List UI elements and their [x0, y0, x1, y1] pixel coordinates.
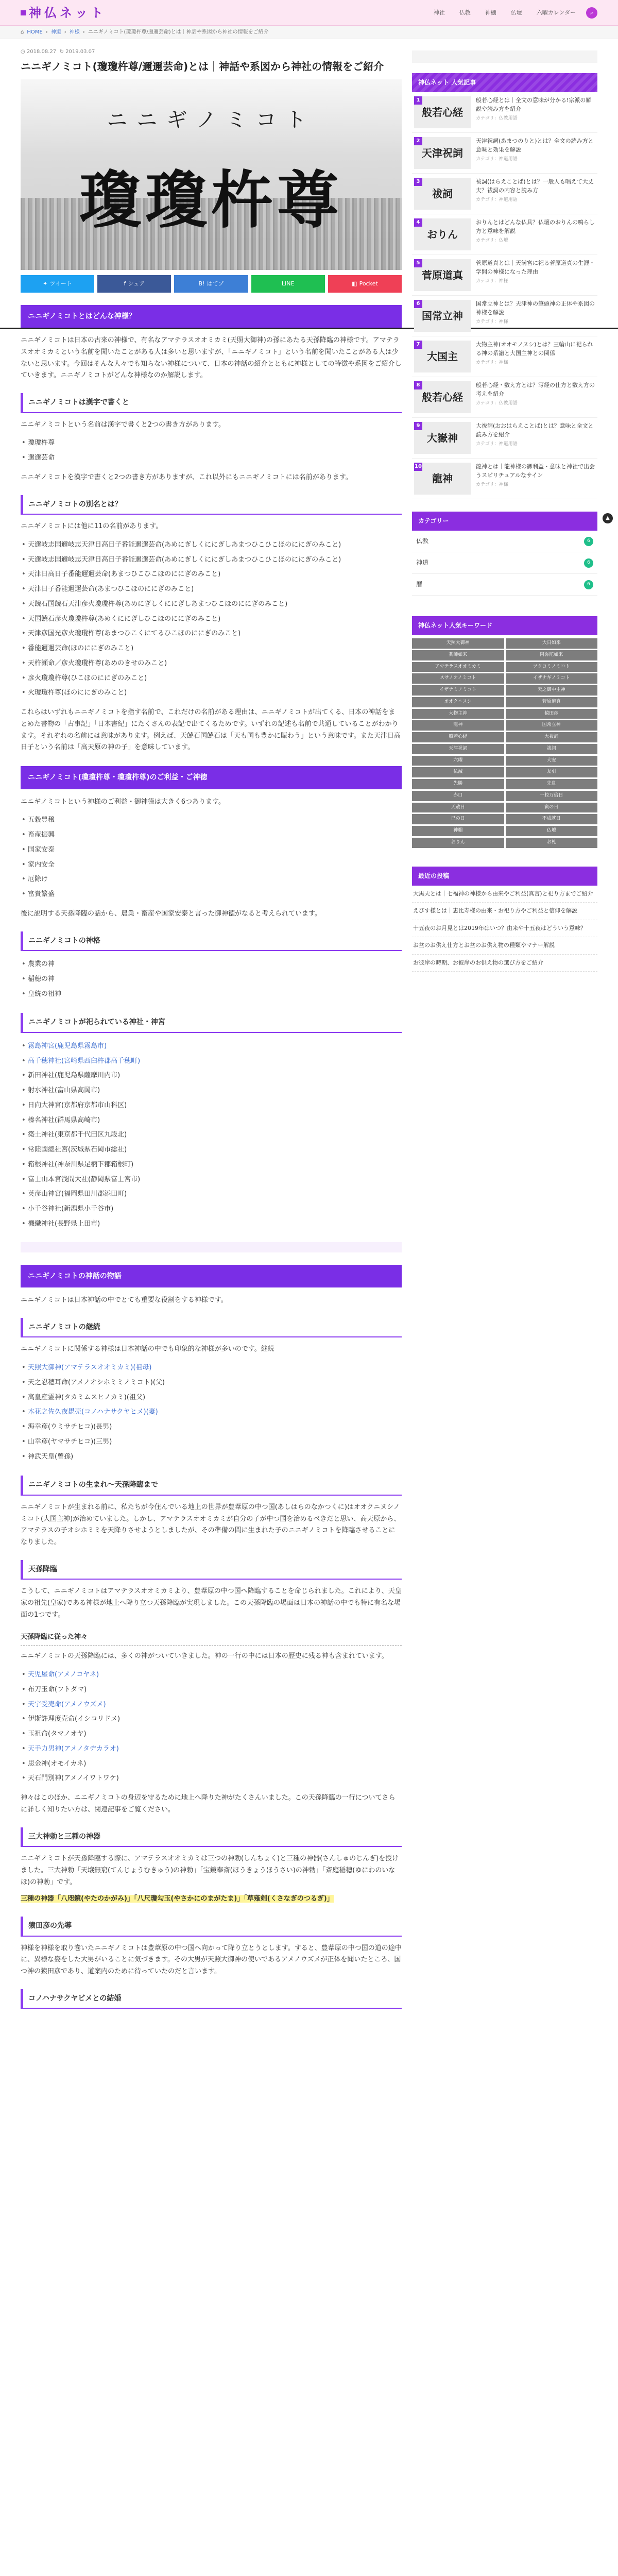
keyword-tag[interactable]: 天之御中主神: [506, 685, 598, 696]
keyword-tag[interactable]: 龍神: [412, 720, 504, 731]
keyword-tag[interactable]: 天赦日: [412, 803, 504, 813]
article-meta: [21, 47, 402, 57]
keyword-tag[interactable]: 寅の日: [506, 803, 598, 813]
nav-item[interactable]: 六曜カレンダー: [536, 9, 576, 16]
god-list: [21, 957, 402, 1002]
thumb-label: 祓詞: [432, 187, 453, 200]
keyword-tag[interactable]: 菅原道真: [506, 697, 598, 707]
rank-badge: 10: [414, 463, 422, 471]
keyword-tag[interactable]: 友引: [506, 767, 598, 777]
section-subheading: ニニギノミコトの別名とは？: [21, 495, 402, 515]
list-item: • 築土神社(東京都千代田区九段北): [21, 1128, 402, 1143]
list-item: • 家内安全: [21, 858, 402, 873]
list-item: • 天之忍穂耳命(アメノオシホミミノミコト)(父): [21, 1376, 402, 1391]
popular-thumbnail: [414, 178, 471, 210]
keyword-tag[interactable]: お札: [506, 838, 598, 848]
popular-category: カテゴリ：仏壇: [476, 238, 508, 243]
thumb-label: 般若心経: [422, 391, 463, 403]
paragraph: 神様を神様を取り巻いたニニギノミコトは豊葦原の中つ国へ向かって降り立とうとします。すると、豊葦原の中つ国の道の途中に、異様な姿をした大男がいることに気づきます。その大男が天照大御神の使いであるアメノウズメが正体を聞いたところ、国つ神の猿田彦であり、道案内のために待っていたのだと言います。: [21, 1944, 402, 1975]
rank-badge: 1: [414, 96, 422, 105]
keyword-tag[interactable]: イザナミノミコト: [412, 685, 504, 696]
rank-badge: 8: [414, 381, 422, 389]
keyword-tag[interactable]: 薬師如来: [412, 650, 504, 660]
popular-item[interactable]: [412, 92, 597, 133]
logo-text: 神仏ネット: [29, 5, 106, 20]
list-item: • 天石門別神(アメノイワトワケ): [21, 1771, 402, 1786]
list-item: • 箱根神社(神奈川県足柄下郡箱根町): [21, 1158, 402, 1173]
twitter-icon: ✦: [43, 280, 48, 287]
popular-category: カテゴリ：神様: [476, 319, 508, 325]
names-list: [21, 538, 402, 701]
list-item: • 畜産振興: [21, 828, 402, 843]
top-nav: [426, 7, 597, 19]
popular-thumbnail: [414, 259, 471, 291]
site-header: [0, 0, 618, 26]
popular-title: 国常立神とは？天津神の筆頭神の正体や系図の神様を解説: [476, 300, 595, 316]
category-item[interactable]: [412, 552, 597, 574]
clock-icon: ◷: [21, 49, 25, 55]
list-item: • 農業の神: [21, 957, 402, 972]
pocket-icon: ◧: [352, 280, 357, 287]
share-label: シェア: [128, 280, 145, 287]
keyword-tag[interactable]: アマテラスオオミカミ: [412, 662, 504, 672]
keyword-tag[interactable]: イザナギノミコト: [506, 673, 598, 684]
highlight-text: 三種の神器「八咫鏡(やたのかがみ)」「八尺瓊勾玉(やさかにのまがたま)」「草薙剣(くさなぎのつるぎ)」: [21, 1895, 334, 1903]
keyword-tag[interactable]: 大物主神: [412, 709, 504, 719]
section-subheading: 三大神勅と三種の神器: [21, 1827, 402, 1848]
share-label: Pocket: [359, 280, 378, 287]
search-icon[interactable]: ⌕: [586, 7, 597, 19]
paragraph: ニニギノミコトが天孫降臨する際に、アマテラスオオミカミは三つの神勅(しんちょく)と三種の神器(さんしゅのじんぎ)を授けました。三大神勅「天壌無窮(てんじょうむきゅう)の神勅」「宝鏡奉斎(ほうきょうほうさい)の神勅」「斎庭稲穂(ゆにわのいなほ)の神勅」です。: [21, 1855, 399, 1886]
category-count: 6: [584, 558, 593, 568]
news-heading: 最近の投稿: [412, 867, 597, 886]
category-name: 神道: [416, 559, 429, 566]
list-item: • 布刀玉命(フトダマ): [21, 1683, 402, 1698]
list-item: • 小千谷神社(新潟県小千谷市): [21, 1202, 402, 1217]
news-item[interactable]: えびす様とは｜恵比寿様の由来・お祀り方やご利益と信仰を解説: [412, 903, 597, 920]
list-item: • 天饒石国饒石天津彦火瓊瓊杵尊(あめにぎしくににぎしあまつひこほのににぎのみこと): [21, 597, 402, 612]
shrine-link[interactable]: 霧島神宮(鹿児島県霧島市): [28, 1042, 107, 1050]
category-name: 暦: [416, 581, 423, 588]
list-item: • 彦火瓊瓊杵尊(ひこほのににぎのみこと): [21, 671, 402, 686]
paragraph: ニニギノミコトという神様のご利益・御神徳は大きく6つあります。: [21, 798, 225, 806]
keyword-tag[interactable]: 大祓詞: [506, 732, 598, 742]
list-item: • 機織神社(長野県上田市): [21, 1217, 402, 1232]
rank-badge: 5: [414, 259, 422, 267]
list-item: • 番能邇邇芸命(ほのににぎのみこと): [21, 641, 402, 656]
share-label: はてブ: [207, 280, 224, 287]
breadcrumb-kami[interactable]: 神様: [69, 29, 80, 35]
section-subheading: ニニギノミコトの継続: [21, 1318, 402, 1338]
popular-category: カテゴリ：神様: [476, 360, 508, 365]
list-item: • 新田神社(鹿児島県薩摩川内市): [21, 1069, 402, 1083]
thumb-label: おりん: [427, 228, 458, 241]
popular-thumbnail: [414, 381, 471, 413]
keyword-tag[interactable]: 六曜: [412, 756, 504, 766]
popular-item[interactable]: [412, 255, 597, 296]
share-line-button[interactable]: [251, 275, 325, 293]
black-divider: [0, 328, 618, 329]
keyword-heading: 神仏ネット人気キーワード: [412, 616, 597, 635]
keyword-tag[interactable]: 先勝: [412, 779, 504, 789]
thumb-label: 大国主: [427, 350, 458, 363]
popular-category: カテゴリ：神道用語: [476, 157, 518, 162]
list-item: • 榛名神社(群馬県高崎市): [21, 1113, 402, 1128]
section-subheading: 猿田彦の先導: [21, 1917, 402, 1937]
list-item: [21, 1668, 402, 1683]
section-subheading: ニニギノミコトの生まれ〜天孫降臨まで: [21, 1476, 402, 1496]
list-item: [21, 1742, 402, 1757]
list-item: • 天津日高日子番能邇邇芸命(あまつひこひこほのににぎのみこと): [21, 567, 402, 582]
rank-badge: 9: [414, 422, 422, 430]
list-item: [21, 1361, 402, 1376]
keyword-tag[interactable]: おりん: [412, 838, 504, 848]
breadcrumb-shinto[interactable]: 神道: [50, 29, 61, 35]
popular-item[interactable]: [412, 336, 597, 377]
hero-image: [21, 79, 402, 270]
keyword-tag[interactable]: 天津祝詞: [412, 744, 504, 754]
paragraph: こうして、ニニギノミコトはアマテラスオオミカミより、豊葦原の中つ国へ降臨することを命じられました。これにより、天皇家の祖先(皇家)である神様が地上へ降り立つ天孫降臨が実現しました。この天孫降臨の場面は日本の神話の中でも特に有名な場面の1つです。: [21, 1587, 402, 1619]
category-count: 6: [584, 537, 593, 546]
thumb-label: 菅原道真: [422, 268, 463, 281]
keyword-tag[interactable]: 猿田彦: [506, 709, 598, 719]
list-item: • 英彦山神宮(福岡県田川郡添田町): [21, 1187, 402, 1202]
keyword-grid: [412, 635, 597, 851]
keyword-tag[interactable]: 国常立神: [506, 720, 598, 731]
sidebar: [412, 47, 597, 2015]
list-item: • 常陸國總社宮(茨城県石岡市総社): [21, 1143, 402, 1158]
section-subheading: 天孫降臨: [21, 1560, 402, 1580]
lineage-list: [21, 1361, 402, 1464]
paragraph: ニニギノミコトは日本神話の中でとても重要な役割をする神様です。: [21, 1296, 228, 1304]
keyword-tag[interactable]: 巳の日: [412, 814, 504, 824]
minor-heading: 天孫降臨に従った神々: [21, 1630, 402, 1646]
thumb-label: 天津祝詞: [422, 146, 463, 159]
worship-list: [21, 1039, 402, 1232]
keyword-tag[interactable]: オオクニヌシ: [412, 697, 504, 707]
keyword-tag[interactable]: 仏壇: [506, 826, 598, 836]
list-item: [21, 1405, 402, 1420]
popular-category: カテゴリ：神道用語: [476, 442, 518, 447]
share-label: ツイート: [49, 280, 72, 287]
list-item: [21, 1039, 402, 1054]
popular-title: 菅原道真とは｜天満宮に祀る菅原道真の生涯・学問の神様になった理由: [476, 260, 595, 275]
popular-title: 般若心経とは｜全文の意味が分かる!宗派の解説や読み方を紹介: [476, 97, 592, 112]
ad-space: [21, 1242, 402, 1252]
list-item: • 稲穂の神: [21, 972, 402, 987]
section-subheading: ニニギノミコトは漢字で書くと: [21, 393, 402, 413]
list-item: • 山幸彦(ヤマサチヒコ)(三男): [21, 1435, 402, 1450]
category-heading: カテゴリー: [412, 512, 597, 531]
rank-badge: 2: [414, 137, 422, 145]
list-item: • 五穀豊穣: [21, 813, 402, 828]
popular-thumbnail: [414, 218, 471, 250]
section-heading: ニニギノミコト(瓊瓊杵尊・瓊瓊杵尊)のご利益・ご神徳: [21, 766, 402, 789]
popular-title: 般若心経・数え方とは？写経の仕方と数え方の考えを紹介: [476, 382, 595, 397]
popular-item[interactable]: [412, 214, 597, 255]
deity-link[interactable]: 天宇受売命(アメノウズメ): [28, 1700, 106, 1708]
list-item: • 天邇岐志国邇岐志天津日高日子番能邇邇芸命(あめにぎしくににぎしあまつひこひこほのににぎのみこと): [21, 538, 402, 553]
keyword-tag[interactable]: 阿弥陀如来: [506, 650, 598, 660]
popular-category: カテゴリ：仏教用語: [476, 116, 518, 121]
list-item: • 玉祖命(タマノオヤ): [21, 1727, 402, 1742]
paragraph: ニニギノミコトという名前は漢字で書くと2つの書き方があります。: [21, 420, 225, 429]
paragraph: ニニギノミコトには他に11の名前があります。: [21, 522, 163, 530]
site-logo[interactable]: [21, 2, 106, 24]
popular-title: おりんとはどんな仏具？仏壇のおりんの鳴らし方と意味を解説: [476, 219, 595, 234]
list-item: • 天邇岐志国邇岐志天津日高日子番能邇邇芸命(あめにぎしくににぎしあまつひこひこほのににぎのみこと): [21, 553, 402, 568]
thumb-label: 龍神: [432, 472, 453, 485]
date-published: 2018.08.27: [26, 49, 57, 55]
paragraph: ニニギノミコトに関係する神様は日本神話の中でも印象的な神様が多いのです。継続: [21, 1345, 274, 1353]
category-name: 仏教: [416, 537, 429, 545]
keyword-tag[interactable]: 祓詞: [506, 744, 598, 754]
home-icon: ⌂: [21, 29, 24, 35]
paragraph: [21, 1893, 402, 1905]
popular-thumbnail: [414, 300, 471, 332]
popular-thumbnail: [414, 137, 471, 169]
keyword-tag[interactable]: ツクヨミノミコト: [506, 662, 598, 672]
list-item: • 邇邇芸命: [21, 451, 402, 466]
news-item[interactable]: 大黒天とは｜七福神の神様から由来やご利益(真言)と祀り方までご紹介: [412, 886, 597, 903]
popular-item[interactable]: [412, 133, 597, 174]
popular-category: カテゴリ：神様: [476, 279, 508, 284]
news-item[interactable]: 十五夜のお月見とは2019年はいつ？由来や十五夜はどういう意味？: [412, 920, 597, 938]
benefit-list: [21, 813, 402, 902]
popular-category: カテゴリ：神様: [476, 482, 508, 487]
paragraph: ニニギノミコトの天孫降臨には、多くの神がついていきました。神の一行の中には日本の歴史に残る神も含まれています。: [21, 1652, 388, 1660]
refresh-icon: ↻: [59, 49, 64, 55]
hero-kanji: 瓊瓊杵尊: [79, 163, 343, 236]
list-item: • 火瓊瓊杵尊(ほのににぎのみこと): [21, 686, 402, 701]
list-item: • 伊斯許理度売命(イシコリドメ): [21, 1712, 402, 1727]
news-list: [412, 886, 597, 972]
paragraph: ニニギノミコトを漢字で書くと2つの書き方がありますが、これ以外にもニニギノミコトには名前があります。: [21, 473, 352, 481]
section-heading: ニニギノミコトの神話の物語: [21, 1265, 402, 1288]
category-list: [412, 531, 597, 596]
list-item: • 天国饒石彦火瓊瓊杵尊(あめくににぎしひこほのににぎのみこと): [21, 612, 402, 627]
breadcrumb-separator: ›: [64, 29, 66, 35]
category-item[interactable]: [412, 531, 597, 552]
thumb-label: 国常立神: [422, 309, 463, 322]
page-title: ニニギノミコト(瓊瓊杵尊/邇邇芸命)とは｜神話や系図から神社の情報をご紹介: [21, 60, 384, 73]
category-item[interactable]: [412, 574, 597, 596]
thumb-label: 大嶽神: [427, 431, 458, 444]
popular-thumbnail: [414, 463, 471, 495]
popular-title: 天津祝詞(あまつのりと)とは？全文の読み方と意味と効果を解説: [476, 138, 594, 153]
nav-item[interactable]: 仏壇: [510, 9, 522, 16]
list-item: • 厄除け: [21, 872, 402, 887]
list-item: [21, 1698, 402, 1713]
nav-item[interactable]: 神社: [433, 9, 445, 16]
popular-item[interactable]: [412, 377, 597, 418]
hero-kana: ニニギノミコト: [107, 108, 316, 132]
category-count: 6: [584, 580, 593, 589]
share-twitter-button[interactable]: [21, 275, 94, 293]
lineage-link[interactable]: 木花之佐久夜毘売(コノハナサクヤヒメ)(妻): [28, 1408, 158, 1416]
paragraph: これらはいずれもニニギノミコトを指す名前で、これだけの名前がある理由は、ニニギノミコトが出てくる、日本の神話をまとめた書物の「古事記」「日本書紀」にたくさんの表記で出てくるためです。いずれの記述も名前で共通していることがわかります。それぞれの名前には意味があります。例えば、天饒石国饒石は「天も国も豊かに賑わう」という意味です。また天津日高日子という名前は「高天原の神の子」を意味しています。: [21, 708, 401, 752]
list-item: • 海幸彦(ウミサチヒコ)(長男): [21, 1420, 402, 1435]
follow-list: [21, 1668, 402, 1786]
keyword-tag[interactable]: 赤口: [412, 791, 504, 801]
deity-link[interactable]: 天手力男神(アメノタヂカラオ): [28, 1744, 119, 1753]
share-hatena-button[interactable]: [174, 275, 248, 293]
paragraph: ニニギノミコトが生まれる前に、私たちが今住んでいる地上の世界が豊葦原の中つ国(あしはらのなかつくに)はオオクニヌシノミコト(大国主神)が治めていました。しかし、アマテラスオオミカミが自分の子が中つ国を治めるべきだと思い、高天原から、アマテラスの子オシホミミを天降りさせようとしましたが、その準備の間に生まれた子のニニギノミコトを降臨させることになりました。: [21, 1503, 401, 1546]
popular-title: 祓詞(はらえことば)とは？一般人も唱えて大丈夫？祓詞の内容と読み方: [476, 178, 594, 194]
list-item: [21, 1054, 402, 1069]
popular-thumbnail: [414, 341, 471, 372]
share-pocket-button[interactable]: [328, 275, 402, 293]
list-item: • 天杵瀬命／彦火瓊瓊杵尊(あめのきせのみこと): [21, 656, 402, 671]
shrine-link[interactable]: 高千穂神社(宮崎県西臼杵郡高千穂町): [28, 1057, 141, 1065]
popular-list: [412, 92, 597, 499]
breadcrumb-separator: ›: [45, 29, 48, 35]
breadcrumb: [0, 26, 618, 39]
section-heading: ニニギノミコトとはどんな神様？: [21, 305, 402, 328]
popular-title: 大祓詞(おおはらえことば)とは？意味と全文と読み方を紹介: [476, 422, 594, 438]
list-item: • 富士山本宮浅間大社(静岡県富士宮市): [21, 1173, 402, 1188]
news-item[interactable]: お彼岸の時期、お彼岸のお供え物の選び方をご紹介: [412, 955, 597, 972]
list-item: • 日向大神宮(京都府京都市山科区): [21, 1098, 402, 1113]
list-item: • 射水神社(富山県高岡市): [21, 1083, 402, 1098]
popular-thumbnail: [414, 96, 471, 128]
keyword-tag[interactable]: 般若心経: [412, 732, 504, 742]
popular-thumbnail: [414, 422, 471, 454]
lineage-link[interactable]: 天照大御神(アマテラスオオミカミ)(祖母): [28, 1364, 152, 1371]
popular-category: カテゴリ：仏教用語: [476, 401, 518, 406]
keyword-tag[interactable]: 仏滅: [412, 767, 504, 777]
keyword-tag[interactable]: 不成就日: [506, 814, 598, 824]
share-bar: [21, 275, 402, 293]
paragraph: 後に説明する天孫降臨の話から、農業・畜産や国家安泰と言った御神徳がなると考えられています。: [21, 909, 321, 918]
nav-item[interactable]: 神棚: [485, 9, 496, 16]
deity-link[interactable]: 天児屋命(アメノコヤネ): [28, 1671, 99, 1679]
sidebar-ad: [412, 50, 597, 63]
section-subheading: ニニギノミコトの神格: [21, 931, 402, 952]
popular-item[interactable]: [412, 459, 597, 499]
popular-item[interactable]: [412, 418, 597, 459]
popular-title: 龍神とは｜龍神様の御利益・意味と神社で出会うスピリチュアルなサイン: [476, 463, 595, 479]
facebook-icon: f: [124, 280, 126, 287]
keyword-tag[interactable]: 一粒万倍日: [506, 791, 598, 801]
keyword-tag[interactable]: 先負: [506, 779, 598, 789]
popular-heading: 神仏ネット 人気記事: [412, 73, 597, 92]
rank-badge: 4: [414, 218, 422, 227]
rank-badge: 7: [414, 341, 422, 349]
list-item: • 神武天皇(曾孫): [21, 1450, 402, 1465]
article: [21, 47, 402, 2015]
list-item: • 天津日子番能邇邇芸命(あまつひこほのににぎのみこと): [21, 582, 402, 597]
breadcrumb-separator: ›: [82, 29, 85, 35]
kanji-list: [21, 436, 402, 466]
popular-item[interactable]: [412, 296, 597, 336]
keyword-tag[interactable]: 神棚: [412, 826, 504, 836]
hatena-icon: B!: [198, 280, 205, 287]
section-subheading: コノハナサクヤビメとの結婚: [21, 1989, 402, 2009]
popular-title: 大物主神(オオモノヌシ)とは？三輪山に祀られる神の系譜と大国主神との関係: [476, 341, 593, 357]
list-item: • 思金神(オモイカネ): [21, 1757, 402, 1772]
rank-badge: 3: [414, 178, 422, 186]
logo-mark-icon: [21, 10, 26, 15]
section-subheading: ニニギノミコトが祀られている神社・神宮: [21, 1013, 402, 1033]
paragraph: 神々はこのほか、ニニギノミコトの身辺を守るために地上へ降りた神がたくさんいました。この天孫降臨の一行についてさらに詳しく知りたい方は、関連記事をご覧ください。: [21, 1794, 396, 1814]
keyword-tag[interactable]: 天照大御神: [412, 638, 504, 649]
list-item: • 高皇産霊神(タカミムスヒノカミ)(祖父): [21, 1391, 402, 1405]
rank-badge: 6: [414, 300, 422, 308]
breadcrumb-current: ニニギノミコト(瓊瓊杵尊/邇邇芸命)とは｜神話や系図から神社の情報をご紹介: [88, 29, 269, 35]
list-item: • 瓊瓊杵尊: [21, 436, 402, 451]
keyword-tag[interactable]: スサノオノミコト: [412, 673, 504, 684]
popular-category: カテゴリ：神道用語: [476, 197, 518, 202]
list-item: • 天津彦国光彦火瓊瓊杵尊(あまつひこくにてるひこほのににぎのみこと): [21, 626, 402, 641]
thumb-label: 般若心経: [422, 106, 463, 118]
share-facebook-button[interactable]: [97, 275, 171, 293]
paragraph: ニニギノミコトは日本の古来の神様で、有名なアマテラスオオミカミ(天照大御神)の孫にあたる天孫降臨の神様です。アマテラスオオミカミという名前を聞いたことがある人は多いと思いますが、「ニニギノミコト」という名前を聞いたことがある人は少ないと思います。今回はそんな人々でも知らない神様について、日本の神話の紹介とともに神様としての特徴や系図をご紹介していきます。ニニギノミコトがどんな神様なのか解説します。: [21, 336, 402, 380]
list-item: • 国家安泰: [21, 843, 402, 858]
scroll-up-icon[interactable]: ▲: [603, 513, 613, 523]
list-item: • 皇統の祖神: [21, 987, 402, 1002]
breadcrumb-home[interactable]: HOME: [27, 29, 43, 35]
popular-item[interactable]: [412, 174, 597, 214]
news-item[interactable]: お盆のお供え仕方とお盆のお供え物の種類やマナー解説: [412, 937, 597, 955]
nav-item[interactable]: 仏教: [459, 9, 471, 16]
share-label: LINE: [281, 280, 295, 287]
list-item: • 富貴繁盛: [21, 887, 402, 902]
date-updated: 2019.03.07: [65, 49, 95, 55]
keyword-tag[interactable]: 大日如来: [506, 638, 598, 649]
keyword-tag[interactable]: 大安: [506, 756, 598, 766]
